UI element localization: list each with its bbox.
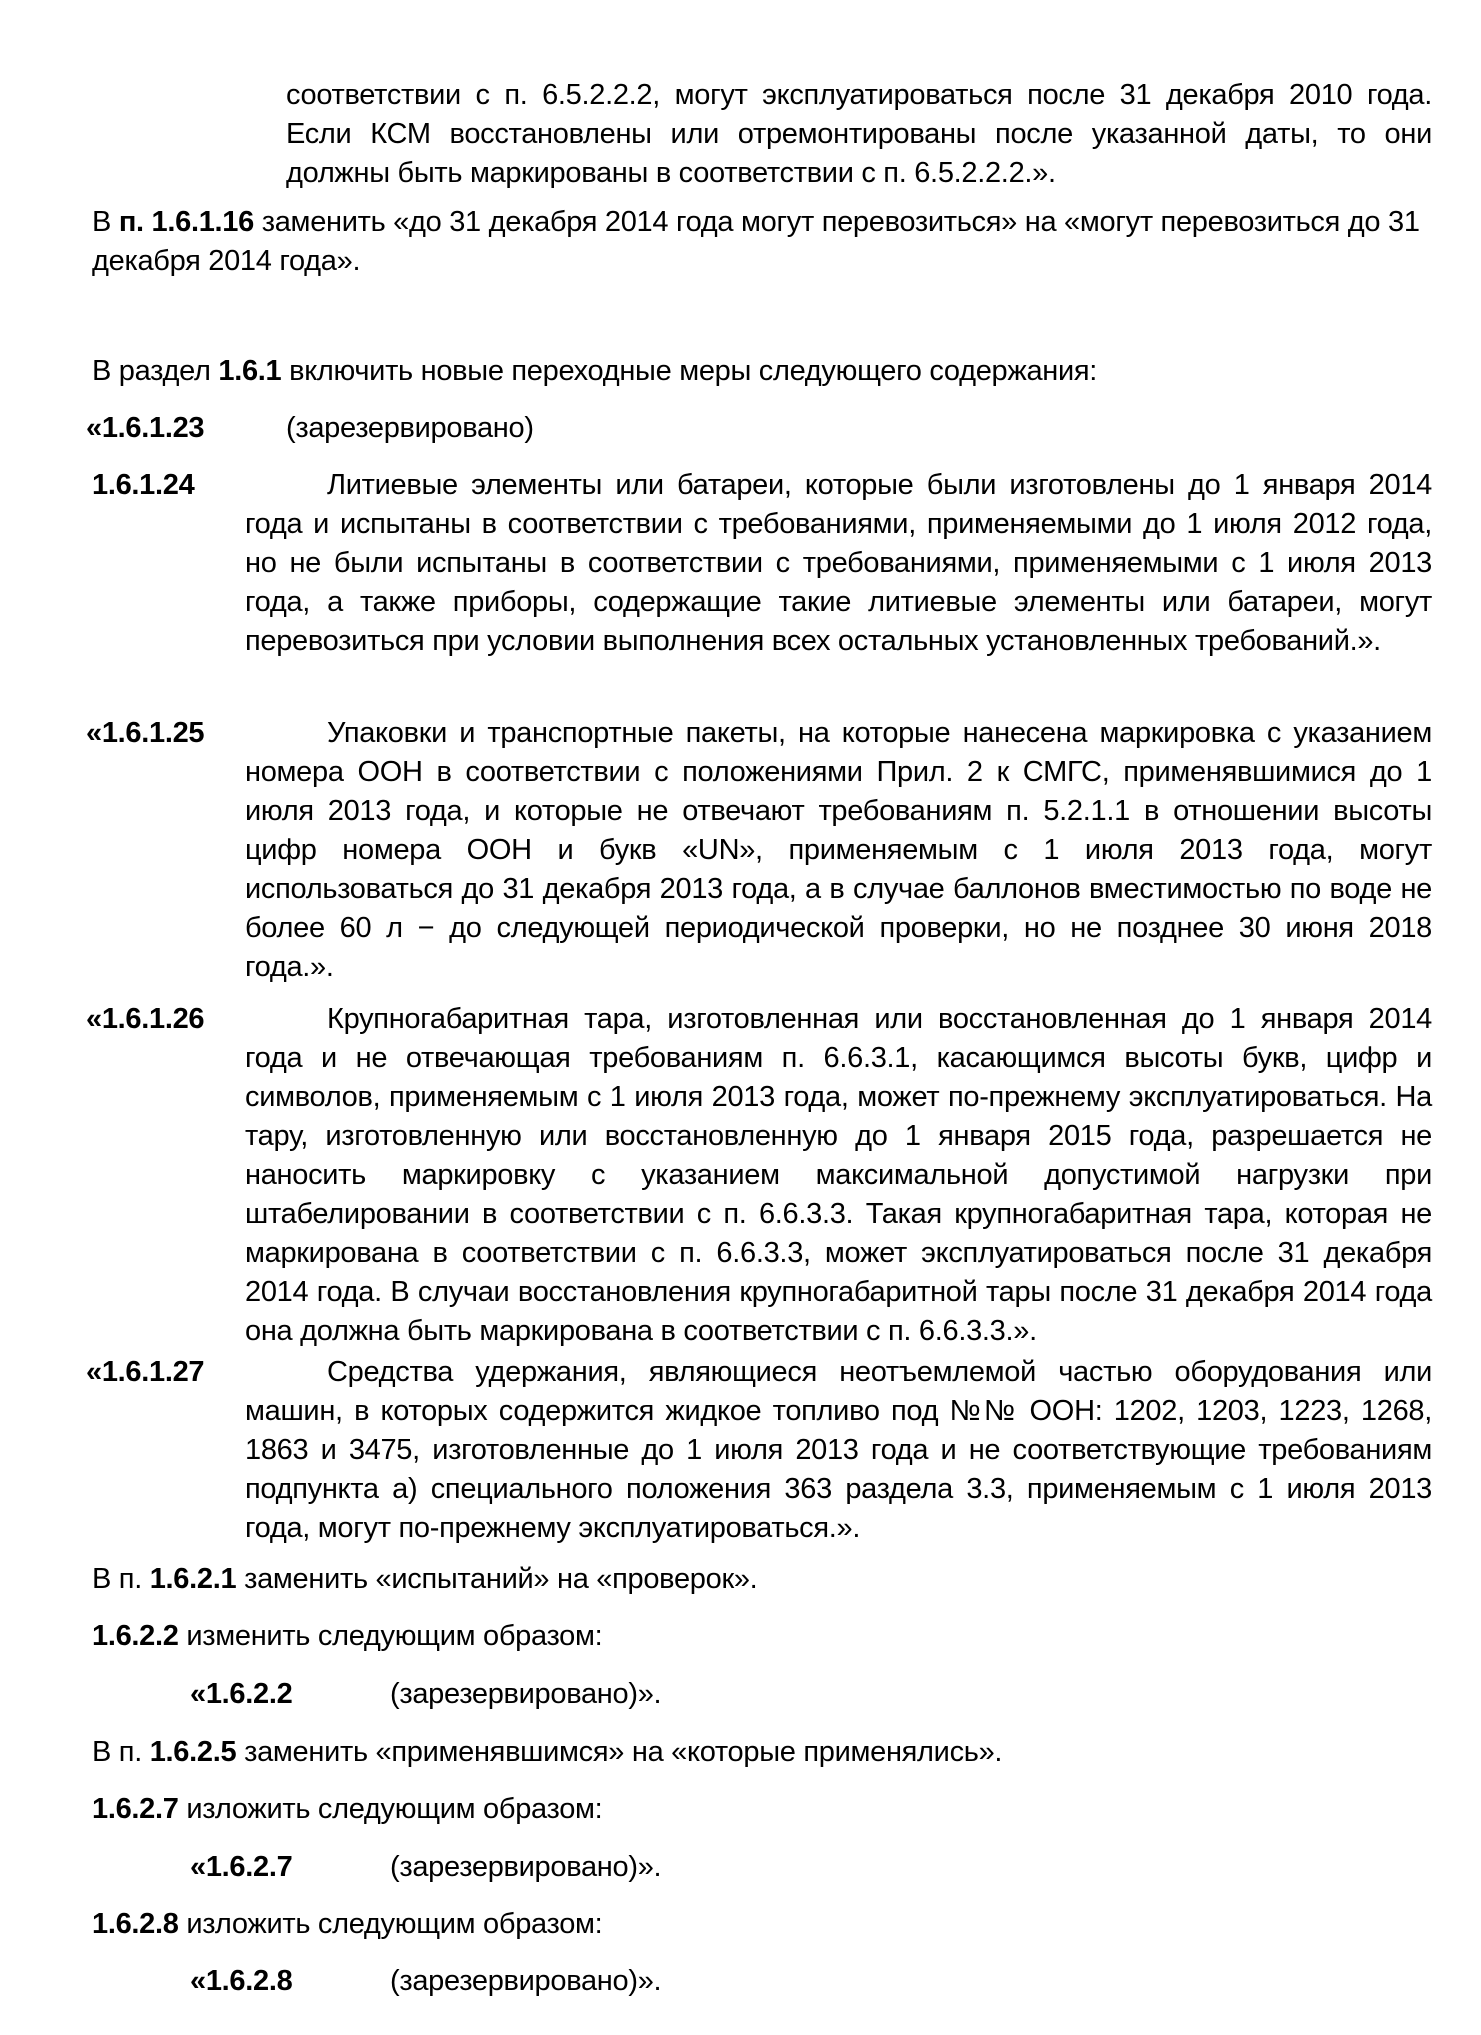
section-ref: 1.6.1 [218,355,282,387]
amendment-ref: 1.6.2.1 [149,1563,237,1595]
amendment-ref: 1.6.2.8 [92,1908,179,1940]
section-text: включить новые переходные меры следующего содержания: [281,355,1098,387]
entry-number: «1.6.1.25 [86,717,205,749]
sub-entry-number: «1.6.2.8 [190,1965,293,1997]
amendment-text: заменить «применявшимся» на «которые применялись». [236,1736,1003,1768]
sub-entry-text: (зарезервировано)». [390,1851,662,1883]
sub-entry-text: (зарезервировано)». [390,1678,662,1710]
amendment-ref: 1.6.2.2 [92,1620,179,1652]
section-prefix: В раздел [92,355,219,387]
amendment-prefix: В п. [92,1563,150,1595]
amendment-prefix: В п. [92,1736,150,1768]
entry-text: Средства удержания, являющиеся неотъемлемой частью оборудования или машин, в которых содержится жидкое топливо под №№ ООН: 1202, 1203, 1223, 1268, 1863 и 3475, изготовленные до 1 июля 2013 года и не соответствующие требованиям подпункта а) специального положения 363 раздела 3.3, применяемым с 1 июля 2013 года, могут по-прежнему эксплуатироваться.». [245,1356,1432,1544]
amendment-1-6-2-1 [92,1560,1432,1599]
amendment-prefix: В [92,206,119,238]
sub-entry-number: «1.6.2.7 [190,1851,293,1883]
entry-number: «1.6.1.27 [86,1356,205,1388]
amendment-text: изложить следующим образом: [178,1793,603,1825]
amendment-1-6-2-7 [92,1790,1432,1829]
entry-number: «1.6.1.26 [86,1003,205,1035]
amendment-text: заменить «до 31 декабря 2014 года могут перевозиться» на «могут перевозиться до 31 декабря 2014 года». [92,206,1420,277]
amendment-1-6-2-2 [92,1617,1432,1656]
amendment-1-6-2-8 [92,1905,1432,1944]
sub-entry-number: «1.6.2.2 [190,1678,293,1710]
amendment-ref: п. 1.6.1.16 [118,206,254,238]
entry-number: 1.6.1.24 [92,469,195,501]
amendment-ref: 1.6.2.5 [149,1736,237,1768]
amendment-1-6-1-16 [92,203,1432,281]
amendment-text: изменить следующим образом: [178,1620,603,1652]
entry-text: Упаковки и транспортные пакеты, на которые нанесена маркировка с указанием номера ООН в соответствии с положениями Прил. 2 к СМГС, применявшимися до 1 июля 2013 года, и которые не отвечают требованиям п. 5.2.1.1 в отношении высоты цифр номера ООН и букв «UN», применяемым с 1 июля 2013 года, могут использоваться до 31 декабря 2013 года, а в случае баллонов вместимостью по воде не более 60 л − до следующей периодической проверки, но не позднее 30 июня 2018 года.». [245,717,1432,983]
amendment-ref: 1.6.2.7 [92,1793,179,1825]
amendment-1-6-2-5 [92,1733,1432,1772]
entry-text: (зарезервировано) [286,412,534,444]
entry-number: «1.6.1.23 [86,412,205,444]
amendment-text: заменить «испытаний» на «проверок». [236,1563,758,1595]
amendment-text: изложить следующим образом: [178,1908,603,1940]
entry-text: Литиевые элементы или батареи, которые были изготовлены до 1 января 2014 года и испытаны в соответствии с требованиями, применяемыми до 1 июля 2012 года, но не были испытаны в соответствии с требованиями, применяемыми с 1 июля 2013 года, а также приборы, содержащие такие литиевые элементы или батареи, могут перевозиться при условии выполнения всех остальных установленных требований.». [245,469,1432,657]
section-1-6-1-intro [92,352,1432,391]
intro-paragraph: соответствии с п. 6.5.2.2.2, могут эксплуатироваться после 31 декабря 2010 года. Если КСМ восстановлены или отремонтированы после указанной даты, то они должны быть маркированы в соответствии с п. 6.5.2.2.2.». [286,79,1432,189]
sub-entry-text: (зарезервировано)». [390,1965,662,1997]
entry-text: Крупногабаритная тара, изготовленная или восстановленная до 1 января 2014 года и не отвечающая требованиям п. 6.6.3.1, касающимся высоты букв, цифр и символов, применяемым с 1 июля 2013 года, может по-прежнему эксплуатироваться. На тару, изготовленную или восстановленную до 1 января 2015 года, разрешается не наносить маркировку с указанием максимальной допустимой нагрузки при штабелировании в соответствии с п. 6.6.3.3. Такая крупногабаритная тара, которая не маркирована в соответствии с п. 6.6.3.3, может эксплуатироваться после 31 декабря 2014 года. В случаи восстановления крупногабаритной тары после 31 декабря 2014 года она должна быть маркирована в соответствии с п. 6.6.3.3.». [245,1003,1432,1347]
